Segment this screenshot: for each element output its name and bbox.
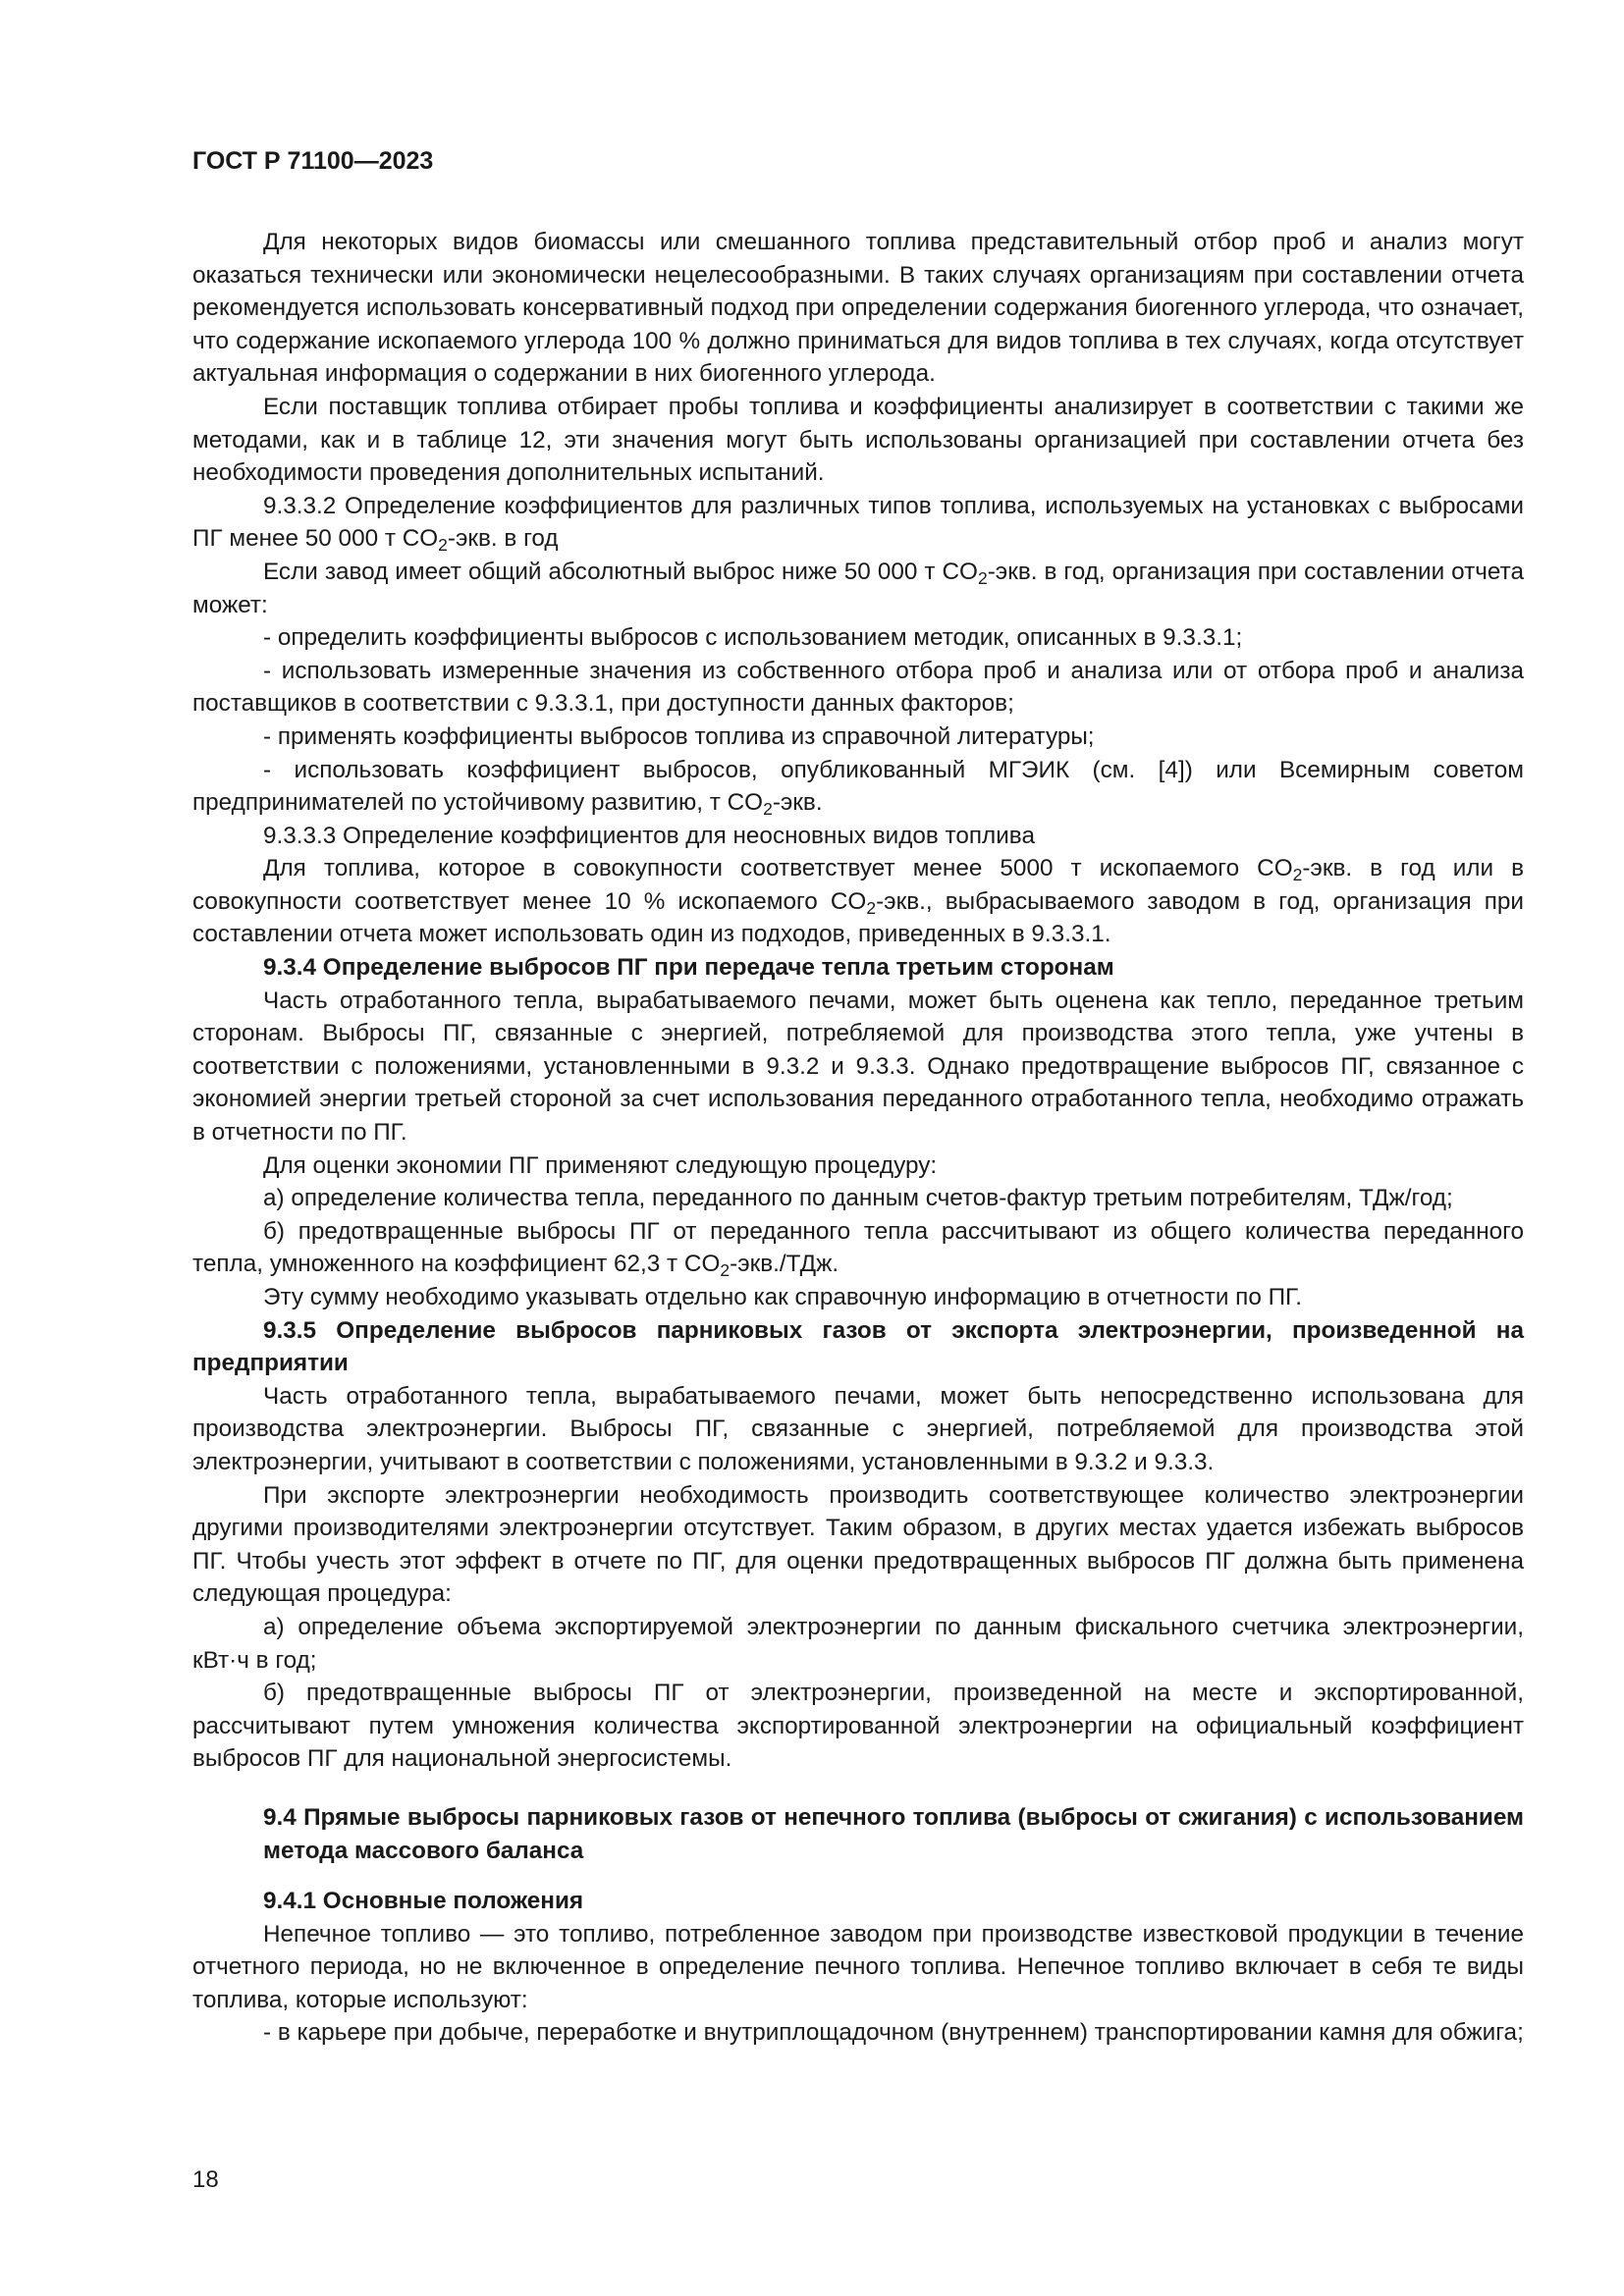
list-item: б) предотвращенные выбросы ПГ от переданного тепла рассчитывают из общего количества переданного тепла, умноженного на коэффициент 62,3 т $CO_2-экв$./ТДж. bbox=[192, 1217, 1524, 1281]
paragraph: Для некоторых видов биомассы или смешанного топлива представительный отбор проб и анализ могут оказаться технически или экономически нецелесообразными. В таких случаях организациям при составлении отчета рекомендуется использовать консервативный подход при определении содержания биогенного углерода, что означает, что содержание ископаемого углерода 100 % должно приниматься для видов топлива в тех случаях, когда отсутствует актуальная информация о содержании в них биогенного углерода. bbox=[192, 229, 1524, 388]
paragraph: 9.3.3.2 Определение коэффициентов для различных типов топлива, используемых на установках с выбросами ПГ менее 50 000 т $CO_2$-экв. в год bbox=[192, 492, 1524, 556]
paragraph: Часть отработанного тепла, вырабатываемого печами, может быть непосредственно использована для производства электроэнергии. Выбросы ПГ, связанные с энергией, потребляемой для производства этой электроэнергии, учитывают в соответствии с положениями, установленными в 9.3.2 и 9.3.3. bbox=[192, 1382, 1524, 1475]
paragraph: Для топлива, которое в совокупности соответствует менее 5000 т ископаемого $CO_2$-экв. в год или в совокупности соответствует менее 10 % ископаемого $CO_2$-экв., выбрасываемого заводом в год, организация при составлении отчета может использовать один из подходов, приведенных в 9.3.3.1. bbox=[192, 855, 1525, 948]
list-item: - использовать измеренные значения из собственного отбора проб и анализа или от отбора проб и анализа поставщиков в соответствии с 9.3.3.1, при доступности данных факторов; bbox=[192, 657, 1524, 718]
list-item: - определить коэффициенты выбросов с использованием методик, описанных в 9.3.3.1; bbox=[263, 624, 1243, 652]
section-heading-9-3-5: 9.3.5 Определение выбросов парниковых газов от экспорта электроэнергии, произведенной на предприятии bbox=[192, 1316, 1524, 1377]
paragraph: Эту сумму необходимо указывать отдельно как справочную информацию в отчетности по ПГ. bbox=[263, 1284, 1302, 1310]
list-item: - применять коэффициенты выбросов топлива из справочной литературы; bbox=[263, 722, 1095, 750]
section-heading-9-4: 9.4 Прямые выбросы парниковых газов от непечного топлива (выбросы от сжигания) с использованием метода массового баланса bbox=[263, 1803, 1524, 1864]
list-item: - использовать коэффициент выбросов, опубликованный МГЭИК (см. [4]) или Всемирным советом предпринимателей по устойчивому развитию, т $CO_2$-экв. bbox=[192, 756, 1524, 820]
paragraph: Для оценки экономии ПГ применяют следующую процедуру: bbox=[263, 1151, 938, 1179]
document-body bbox=[192, 226, 1524, 2050]
page-number: 18 bbox=[192, 2166, 219, 2193]
paragraph: Непечное топливо — это топливо, потребленное заводом при производстве известковой продукции в течение отчетного периода, но не включенное в определение печного топлива. Непечное топливо включает в себя те виды топлива, которые используют: bbox=[192, 1920, 1524, 2013]
list-item: а) определение объема экспортируемой электроэнергии по данным фискального счетчика электроэнергии, кВт·ч в год; bbox=[192, 1613, 1524, 1674]
paragraph: При экспорте электроэнергии необходимость производить соответствующее количество электроэнергии другими производителями электроэнергии отсутствует. Таким образом, в других местах удается избежать выбросов ПГ. Чтобы учесть этот эффект в отчете по ПГ, для оценки предотвращенных выбросов ПГ должна быть применена следующая процедура: bbox=[192, 1481, 1524, 1608]
list-item: б) предотвращенные выбросы ПГ от электроэнергии, произведенной на месте и экспортированной, рассчитывают путем умножения количества экспортированной электроэнергии на официальный коэффициент выбросов ПГ для национальной энергосистемы. bbox=[192, 1680, 1524, 1773]
paragraph: Если поставщик топлива отбирает пробы топлива и коэффициенты анализирует в соответствии с такими же методами, как и в таблице 12, эти значения могут быть использованы организацией при составлении отчета без необходимости проведения дополнительных испытаний. bbox=[192, 393, 1524, 487]
section-heading-9-3-4: 9.3.4 Определение выбросов ПГ при передаче тепла третьим сторонам bbox=[263, 954, 1114, 982]
document-header: ГОСТ Р 71100—2023 bbox=[192, 147, 434, 175]
list-item: - в карьере при добыче, переработке и внутриплощадочном (внутреннем) транспортировании камня для обжига; bbox=[263, 2019, 1524, 2047]
paragraph: 9.3.3.3 Определение коэффициентов для неосновных видов топлива bbox=[263, 822, 1035, 849]
paragraph: Если завод имеет общий абсолютный выброс ниже 50 000 т $CO_2$-экв. в год, организация при составлении отчета может: bbox=[192, 558, 1524, 618]
section-heading-9-4-1: 9.4.1 Основные положения bbox=[263, 1888, 584, 1915]
paragraph: Часть отработанного тепла, вырабатываемого печами, может быть оценена как тепло, переданное третьим сторонам. Выбросы ПГ, связанные с энергией, потребляемой для производства этого тепла, уже учтены в соответствии с положениями, установленными в 9.3.2 и 9.3.3. Однако предотвращение выбросов ПГ, связанное с экономией энергии третьей стороной за счет использования переданного отработанного тепла, необходимо отражать в отчетности по ПГ. bbox=[192, 987, 1524, 1147]
list-item: а) определение количества тепла, переданного по данным счетов-фактур третьим потребителям, ТДж/год; bbox=[263, 1185, 1453, 1212]
